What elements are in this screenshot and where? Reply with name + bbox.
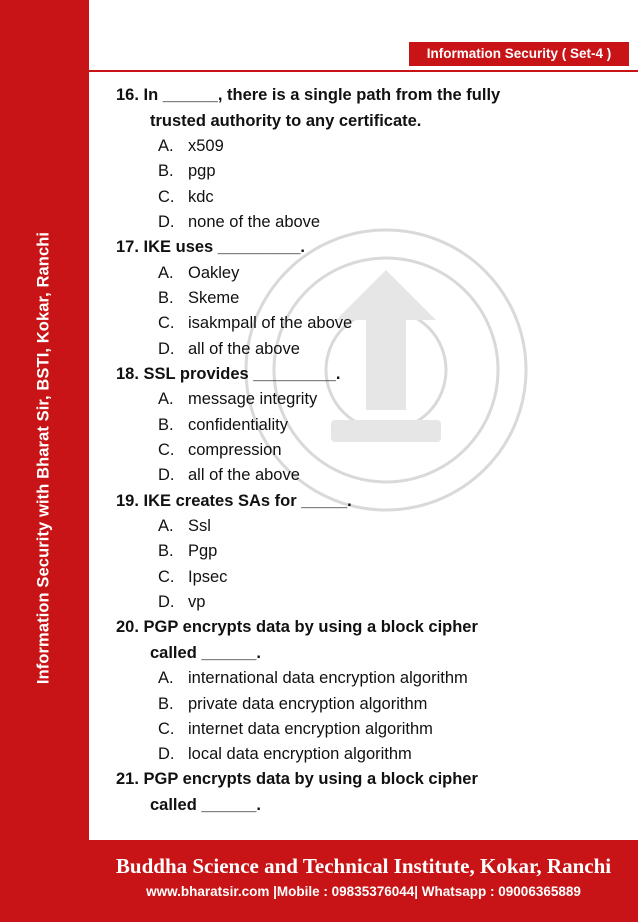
answer-option — [116, 286, 626, 311]
answer-option — [116, 463, 626, 488]
option-text: Skeme — [188, 288, 240, 307]
option-text: pgp — [188, 162, 216, 181]
answer-option — [116, 387, 626, 412]
question-line: 18. SSL provides _________. — [116, 364, 341, 383]
option-text: local data encryption algorithm — [188, 745, 412, 764]
question-text — [116, 235, 626, 261]
header-divider — [89, 70, 638, 72]
option-letter: C. — [158, 440, 175, 459]
option-letter: D. — [158, 339, 175, 358]
question-list — [116, 83, 626, 818]
option-letter: A. — [158, 263, 174, 282]
option-text: Ipsec — [188, 567, 228, 586]
sidebar-title: Information Security with Bharat Sir, BSTI, Kokar, Ranchi — [34, 231, 53, 685]
answer-option — [116, 692, 626, 717]
question-line: 21. PGP encrypts data by using a block cipher — [116, 770, 478, 789]
option-letter: A. — [158, 137, 174, 155]
option-letter: C. — [158, 567, 175, 586]
answer-option — [116, 539, 626, 564]
option-text: compression — [188, 440, 282, 459]
question-line: 19. IKE creates SAs for _____. — [116, 491, 352, 510]
option-text: Ssl — [188, 517, 211, 536]
option-letter: D. — [158, 466, 175, 485]
option-letter: B. — [158, 542, 174, 561]
answer-option — [116, 261, 626, 286]
option-text: isakmpall of the above — [188, 314, 353, 333]
option-text: none of the above — [188, 212, 321, 231]
answer-option — [116, 413, 626, 438]
question-line-continued: called ______. — [150, 795, 262, 814]
option-letter: A. — [158, 390, 174, 409]
option-letter: C. — [158, 314, 175, 333]
question-line-continued: trusted authority to any certificate. — [150, 111, 422, 130]
question-text — [116, 362, 626, 388]
option-letter: B. — [158, 162, 174, 181]
option-letter: B. — [158, 415, 174, 434]
option-letter: D. — [158, 212, 175, 231]
question-text — [116, 83, 626, 134]
question-text — [116, 489, 626, 515]
option-letter: A. — [158, 669, 174, 688]
footer-banner — [89, 840, 638, 922]
answer-option — [116, 159, 626, 184]
sidebar-banner — [0, 0, 89, 922]
option-letter: B. — [158, 288, 174, 307]
answer-option — [116, 311, 626, 336]
option-letter: C. — [158, 719, 175, 738]
option-letter: A. — [158, 517, 174, 536]
option-text: private data encryption algorithm — [188, 694, 428, 713]
answer-option — [116, 590, 626, 615]
question-line-continued: called ______. — [150, 643, 262, 662]
option-letter: B. — [158, 694, 174, 713]
option-text: confidentiality — [188, 415, 288, 434]
option-text: x509 — [188, 137, 224, 155]
answer-option — [116, 438, 626, 463]
set-title-badge: Information Security ( Set-4 ) — [409, 42, 629, 66]
option-letter: D. — [158, 592, 175, 611]
answer-option — [116, 742, 626, 767]
option-text: vp — [188, 592, 206, 611]
option-text: all of the above — [188, 466, 300, 485]
option-text: internet data encryption algorithm — [188, 719, 433, 738]
answer-option — [116, 565, 626, 590]
contact-line: www.bharatsir.com |Mobile : 09835376044| Whatsapp : 09006365889 — [146, 884, 581, 899]
answer-option — [116, 134, 626, 159]
question-line: 17. IKE uses _________. — [116, 238, 305, 257]
option-letter: D. — [158, 745, 175, 764]
answer-option — [116, 185, 626, 210]
question-text — [116, 767, 626, 818]
answer-option — [116, 514, 626, 539]
option-text: international data encryption algorithm — [188, 669, 468, 688]
question-text — [116, 615, 626, 666]
option-letter: C. — [158, 187, 175, 206]
answer-option — [116, 210, 626, 235]
answer-option — [116, 337, 626, 362]
option-text: message integrity — [188, 390, 318, 409]
answer-option — [116, 666, 626, 691]
option-text: Pgp — [188, 542, 218, 561]
option-text: all of the above — [188, 339, 300, 358]
answer-option — [116, 717, 626, 742]
question-line: 20. PGP encrypts data by using a block cipher — [116, 618, 478, 637]
option-text: kdc — [188, 187, 214, 206]
option-text: Oakley — [188, 263, 240, 282]
question-line: 16. In ______, there is a single path from the fully — [116, 86, 501, 104]
institute-name: Buddha Science and Technical Institute, Kokar, Ranchi — [115, 854, 612, 878]
